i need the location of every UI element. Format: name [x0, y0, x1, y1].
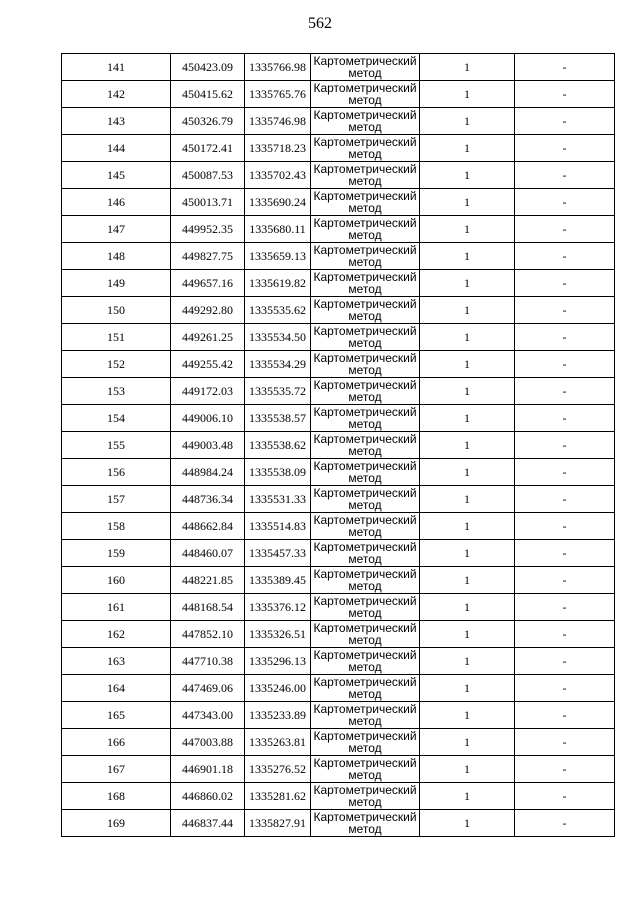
- coordinates-table-body: [62, 54, 615, 837]
- table-row: [62, 297, 615, 324]
- accuracy-cell: 1: [420, 216, 515, 243]
- method-cell: Картометрический метод: [311, 216, 420, 243]
- description-cell: -: [515, 594, 615, 621]
- y-coordinate-cell: 1335765.76: [245, 81, 311, 108]
- y-coordinate-cell: 1335389.45: [245, 567, 311, 594]
- description-cell: -: [515, 486, 615, 513]
- table-row: [62, 675, 615, 702]
- accuracy-cell: 1: [420, 378, 515, 405]
- y-coordinate-cell: 1335718.23: [245, 135, 311, 162]
- table-row: [62, 351, 615, 378]
- method-cell: Картометрический метод: [311, 621, 420, 648]
- accuracy-cell: 1: [420, 783, 515, 810]
- description-cell: -: [515, 756, 615, 783]
- accuracy-cell: 1: [420, 189, 515, 216]
- method-cell: Картометрический метод: [311, 432, 420, 459]
- accuracy-cell: 1: [420, 594, 515, 621]
- y-coordinate-cell: 1335746.98: [245, 108, 311, 135]
- description-cell: -: [515, 702, 615, 729]
- point-number-cell: 148: [62, 243, 171, 270]
- description-cell: -: [515, 648, 615, 675]
- x-coordinate-cell: 448168.54: [171, 594, 245, 621]
- accuracy-cell: 1: [420, 540, 515, 567]
- table-row: [62, 405, 615, 432]
- description-cell: -: [515, 54, 615, 81]
- y-coordinate-cell: 1335263.81: [245, 729, 311, 756]
- y-coordinate-cell: 1335766.98: [245, 54, 311, 81]
- x-coordinate-cell: 447343.00: [171, 702, 245, 729]
- description-cell: -: [515, 162, 615, 189]
- accuracy-cell: 1: [420, 297, 515, 324]
- table-row: [62, 459, 615, 486]
- table-row: [62, 243, 615, 270]
- method-cell: Картометрический метод: [311, 486, 420, 513]
- y-coordinate-cell: 1335538.62: [245, 432, 311, 459]
- point-number-cell: 161: [62, 594, 171, 621]
- y-coordinate-cell: 1335296.13: [245, 648, 311, 675]
- x-coordinate-cell: 446837.44: [171, 810, 245, 837]
- point-number-cell: 147: [62, 216, 171, 243]
- x-coordinate-cell: 449006.10: [171, 405, 245, 432]
- description-cell: -: [515, 621, 615, 648]
- y-coordinate-cell: 1335690.24: [245, 189, 311, 216]
- x-coordinate-cell: 449172.03: [171, 378, 245, 405]
- x-coordinate-cell: 448736.34: [171, 486, 245, 513]
- description-cell: -: [515, 297, 615, 324]
- x-coordinate-cell: 447852.10: [171, 621, 245, 648]
- point-number-cell: 142: [62, 81, 171, 108]
- accuracy-cell: 1: [420, 108, 515, 135]
- table-row: [62, 81, 615, 108]
- accuracy-cell: 1: [420, 459, 515, 486]
- table-row: [62, 567, 615, 594]
- accuracy-cell: 1: [420, 621, 515, 648]
- description-cell: -: [515, 108, 615, 135]
- point-number-cell: 143: [62, 108, 171, 135]
- point-number-cell: 164: [62, 675, 171, 702]
- x-coordinate-cell: 450326.79: [171, 108, 245, 135]
- y-coordinate-cell: 1335535.62: [245, 297, 311, 324]
- accuracy-cell: 1: [420, 351, 515, 378]
- point-number-cell: 141: [62, 54, 171, 81]
- accuracy-cell: 1: [420, 81, 515, 108]
- method-cell: Картометрический метод: [311, 54, 420, 81]
- description-cell: -: [515, 135, 615, 162]
- accuracy-cell: 1: [420, 810, 515, 837]
- x-coordinate-cell: 450013.71: [171, 189, 245, 216]
- y-coordinate-cell: 1335680.11: [245, 216, 311, 243]
- x-coordinate-cell: 446860.02: [171, 783, 245, 810]
- accuracy-cell: 1: [420, 702, 515, 729]
- method-cell: Картометрический метод: [311, 756, 420, 783]
- method-cell: Картометрический метод: [311, 324, 420, 351]
- method-cell: Картометрический метод: [311, 135, 420, 162]
- y-coordinate-cell: 1335534.29: [245, 351, 311, 378]
- x-coordinate-cell: 446901.18: [171, 756, 245, 783]
- description-cell: -: [515, 729, 615, 756]
- point-number-cell: 159: [62, 540, 171, 567]
- method-cell: Картометрический метод: [311, 729, 420, 756]
- x-coordinate-cell: 449255.42: [171, 351, 245, 378]
- table-row: [62, 702, 615, 729]
- y-coordinate-cell: 1335276.52: [245, 756, 311, 783]
- method-cell: Картометрический метод: [311, 162, 420, 189]
- description-cell: -: [515, 459, 615, 486]
- x-coordinate-cell: 448460.07: [171, 540, 245, 567]
- x-coordinate-cell: 448662.84: [171, 513, 245, 540]
- y-coordinate-cell: 1335233.89: [245, 702, 311, 729]
- table-row: [62, 54, 615, 81]
- y-coordinate-cell: 1335531.33: [245, 486, 311, 513]
- accuracy-cell: 1: [420, 567, 515, 594]
- x-coordinate-cell: 448221.85: [171, 567, 245, 594]
- point-number-cell: 151: [62, 324, 171, 351]
- description-cell: -: [515, 783, 615, 810]
- point-number-cell: 166: [62, 729, 171, 756]
- x-coordinate-cell: 449261.25: [171, 324, 245, 351]
- point-number-cell: 163: [62, 648, 171, 675]
- table-row: [62, 189, 615, 216]
- method-cell: Картометрический метод: [311, 783, 420, 810]
- description-cell: -: [515, 675, 615, 702]
- y-coordinate-cell: 1335376.12: [245, 594, 311, 621]
- accuracy-cell: 1: [420, 270, 515, 297]
- method-cell: Картометрический метод: [311, 378, 420, 405]
- table-row: [62, 621, 615, 648]
- x-coordinate-cell: 449952.35: [171, 216, 245, 243]
- method-cell: Картометрический метод: [311, 648, 420, 675]
- method-cell: Картометрический метод: [311, 81, 420, 108]
- accuracy-cell: 1: [420, 432, 515, 459]
- point-number-cell: 150: [62, 297, 171, 324]
- y-coordinate-cell: 1335619.82: [245, 270, 311, 297]
- table-row: [62, 783, 615, 810]
- x-coordinate-cell: 447710.38: [171, 648, 245, 675]
- method-cell: Картометрический метод: [311, 189, 420, 216]
- point-number-cell: 145: [62, 162, 171, 189]
- x-coordinate-cell: 450415.62: [171, 81, 245, 108]
- table-row: [62, 810, 615, 837]
- point-number-cell: 149: [62, 270, 171, 297]
- point-number-cell: 162: [62, 621, 171, 648]
- accuracy-cell: 1: [420, 135, 515, 162]
- point-number-cell: 169: [62, 810, 171, 837]
- table-row: [62, 270, 615, 297]
- accuracy-cell: 1: [420, 54, 515, 81]
- accuracy-cell: 1: [420, 324, 515, 351]
- method-cell: Картометрический метод: [311, 405, 420, 432]
- table-row: [62, 216, 615, 243]
- point-number-cell: 146: [62, 189, 171, 216]
- x-coordinate-cell: 448984.24: [171, 459, 245, 486]
- x-coordinate-cell: 450087.53: [171, 162, 245, 189]
- point-number-cell: 144: [62, 135, 171, 162]
- point-number-cell: 167: [62, 756, 171, 783]
- table-row: [62, 594, 615, 621]
- accuracy-cell: 1: [420, 756, 515, 783]
- y-coordinate-cell: 1335246.00: [245, 675, 311, 702]
- method-cell: Картометрический метод: [311, 297, 420, 324]
- table-row: [62, 162, 615, 189]
- point-number-cell: 156: [62, 459, 171, 486]
- point-number-cell: 168: [62, 783, 171, 810]
- y-coordinate-cell: 1335659.13: [245, 243, 311, 270]
- description-cell: -: [515, 351, 615, 378]
- accuracy-cell: 1: [420, 729, 515, 756]
- accuracy-cell: 1: [420, 648, 515, 675]
- x-coordinate-cell: 447003.88: [171, 729, 245, 756]
- method-cell: Картометрический метод: [311, 540, 420, 567]
- description-cell: -: [515, 243, 615, 270]
- description-cell: -: [515, 540, 615, 567]
- description-cell: -: [515, 270, 615, 297]
- y-coordinate-cell: 1335827.91: [245, 810, 311, 837]
- description-cell: -: [515, 324, 615, 351]
- method-cell: Картометрический метод: [311, 594, 420, 621]
- method-cell: Картометрический метод: [311, 702, 420, 729]
- method-cell: Картометрический метод: [311, 513, 420, 540]
- accuracy-cell: 1: [420, 243, 515, 270]
- table-row: [62, 432, 615, 459]
- method-cell: Картометрический метод: [311, 675, 420, 702]
- accuracy-cell: 1: [420, 486, 515, 513]
- description-cell: -: [515, 81, 615, 108]
- method-cell: Картометрический метод: [311, 810, 420, 837]
- x-coordinate-cell: 450172.41: [171, 135, 245, 162]
- table-row: [62, 729, 615, 756]
- description-cell: -: [515, 378, 615, 405]
- table-row: [62, 513, 615, 540]
- method-cell: Картометрический метод: [311, 108, 420, 135]
- coordinates-table: [61, 53, 615, 837]
- method-cell: Картометрический метод: [311, 351, 420, 378]
- point-number-cell: 160: [62, 567, 171, 594]
- page-number: 562: [308, 15, 332, 32]
- point-number-cell: 154: [62, 405, 171, 432]
- x-coordinate-cell: 449827.75: [171, 243, 245, 270]
- point-number-cell: 157: [62, 486, 171, 513]
- x-coordinate-cell: 447469.06: [171, 675, 245, 702]
- accuracy-cell: 1: [420, 405, 515, 432]
- method-cell: Картометрический метод: [311, 270, 420, 297]
- y-coordinate-cell: 1335702.43: [245, 162, 311, 189]
- y-coordinate-cell: 1335281.62: [245, 783, 311, 810]
- accuracy-cell: 1: [420, 513, 515, 540]
- point-number-cell: 153: [62, 378, 171, 405]
- description-cell: -: [515, 216, 615, 243]
- y-coordinate-cell: 1335535.72: [245, 378, 311, 405]
- table-row: [62, 756, 615, 783]
- table-row: [62, 135, 615, 162]
- table-row: [62, 486, 615, 513]
- description-cell: -: [515, 432, 615, 459]
- description-cell: -: [515, 513, 615, 540]
- x-coordinate-cell: 449292.80: [171, 297, 245, 324]
- y-coordinate-cell: 1335326.51: [245, 621, 311, 648]
- accuracy-cell: 1: [420, 162, 515, 189]
- point-number-cell: 158: [62, 513, 171, 540]
- method-cell: Картометрический метод: [311, 459, 420, 486]
- table-row: [62, 378, 615, 405]
- description-cell: -: [515, 405, 615, 432]
- y-coordinate-cell: 1335514.83: [245, 513, 311, 540]
- x-coordinate-cell: 449657.16: [171, 270, 245, 297]
- description-cell: -: [515, 567, 615, 594]
- accuracy-cell: 1: [420, 675, 515, 702]
- table-row: [62, 648, 615, 675]
- point-number-cell: 165: [62, 702, 171, 729]
- y-coordinate-cell: 1335457.33: [245, 540, 311, 567]
- table-row: [62, 108, 615, 135]
- method-cell: Картометрический метод: [311, 567, 420, 594]
- table-row: [62, 540, 615, 567]
- method-cell: Картометрический метод: [311, 243, 420, 270]
- y-coordinate-cell: 1335538.09: [245, 459, 311, 486]
- y-coordinate-cell: 1335534.50: [245, 324, 311, 351]
- point-number-cell: 155: [62, 432, 171, 459]
- x-coordinate-cell: 450423.09: [171, 54, 245, 81]
- description-cell: -: [515, 189, 615, 216]
- table-row: [62, 324, 615, 351]
- point-number-cell: 152: [62, 351, 171, 378]
- x-coordinate-cell: 449003.48: [171, 432, 245, 459]
- y-coordinate-cell: 1335538.57: [245, 405, 311, 432]
- description-cell: -: [515, 810, 615, 837]
